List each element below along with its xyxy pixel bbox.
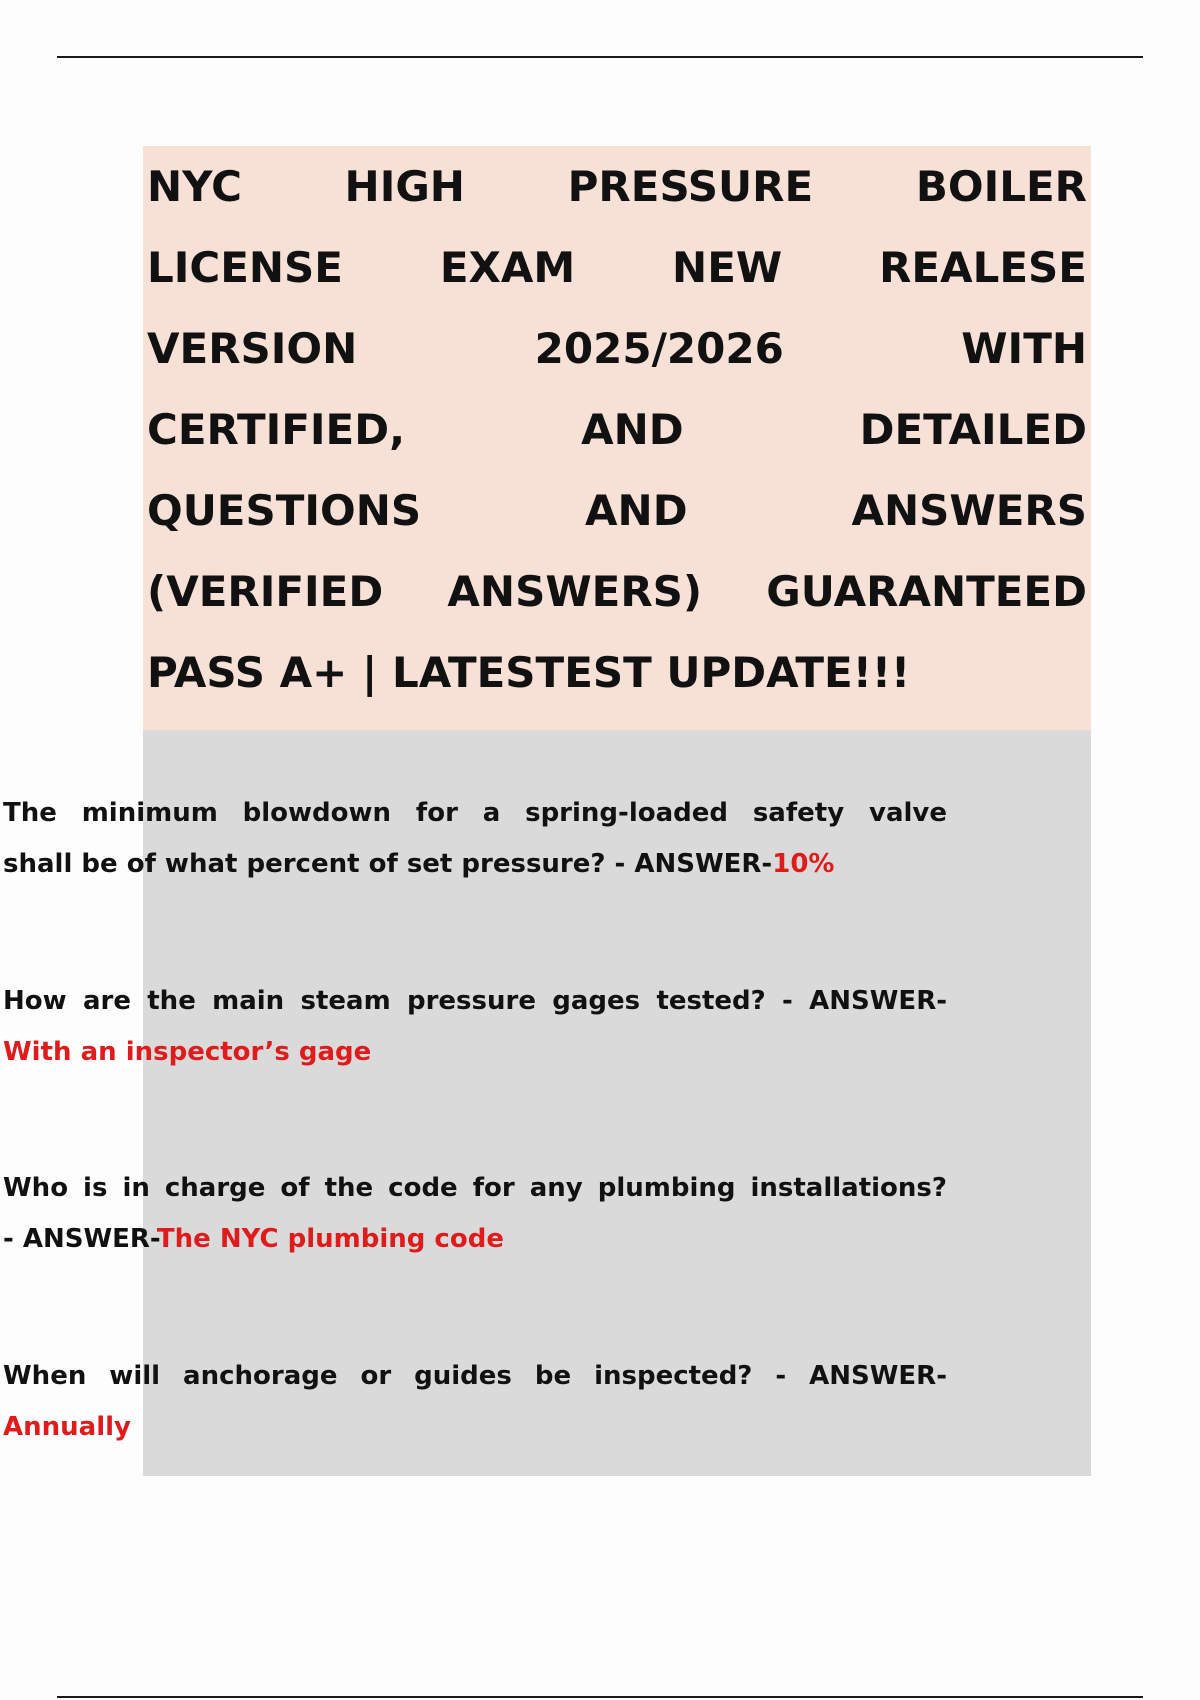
qa-item-1 <box>3 788 947 890</box>
bottom-rule <box>57 1696 1143 1698</box>
qa-item-2 <box>3 976 947 1078</box>
title-block <box>143 146 1091 730</box>
question-answer-line <box>3 1402 947 1453</box>
answer-text: 10% <box>772 849 835 879</box>
question-answer-line <box>3 1214 947 1265</box>
question-answer-line <box>3 839 947 890</box>
title-line-3: VERSION 2025/2026 WITH <box>147 324 1087 373</box>
title-line-5: QUESTIONS AND ANSWERS <box>147 486 1087 535</box>
question-text: - ANSWER- <box>3 1224 157 1254</box>
question-answer-line <box>3 1027 947 1078</box>
question-line: How are the main steam pressure gages tested? - ANSWER- <box>3 986 947 1016</box>
question-line: Who is in charge of the code for any plumbing installations? <box>3 1173 947 1203</box>
answer-text: Annually <box>3 1412 131 1442</box>
title-line-4: CERTIFIED, AND DETAILED <box>147 405 1087 454</box>
title-line-2: LICENSE EXAM NEW REALESE <box>147 243 1087 292</box>
answer-text: The NYC plumbing code <box>156 1224 504 1254</box>
question-line: When will anchorage or guides be inspected? - ANSWER- <box>3 1361 947 1391</box>
title-line-6: (VERIFIED ANSWERS) GUARANTEED <box>147 567 1087 616</box>
top-rule <box>57 56 1143 58</box>
question-text: shall be of what percent of set pressure? - ANSWER- <box>3 849 773 879</box>
qa-item-3 <box>3 1163 947 1265</box>
question-line: The minimum blowdown for a spring-loaded safety valve <box>3 798 947 828</box>
title-line-7: PASS A+ | LATESTEST UPDATE!!! <box>147 648 911 697</box>
title-line-1: NYC HIGH PRESSURE BOILER <box>147 162 1087 211</box>
answer-text: With an inspector’s gage <box>3 1037 372 1067</box>
qa-item-4 <box>3 1351 947 1453</box>
